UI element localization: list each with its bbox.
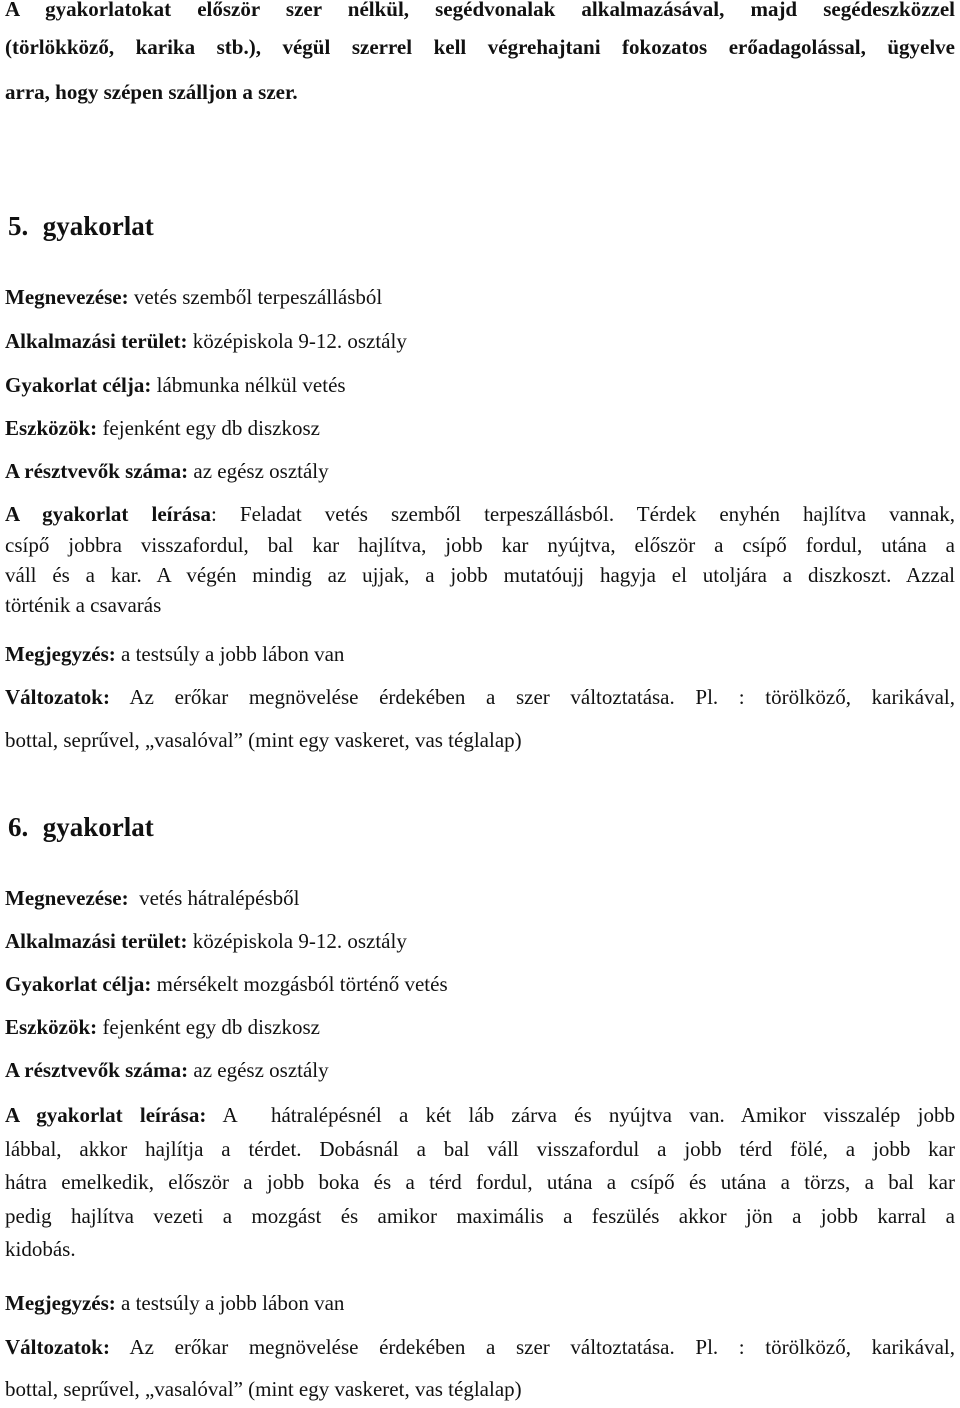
- description-line: történik a csavarás: [5, 593, 162, 617]
- field-value: mérsékelt mozgásból történő vetés: [151, 972, 448, 996]
- field-label: Eszközök:: [5, 1015, 98, 1039]
- description-line: váll és a kar. A végén mindig az ujjak, a jobb mutatóujj hagyja el utoljára a diszkoszt. Azzal: [5, 563, 955, 587]
- field-value: az egész osztály: [188, 459, 329, 483]
- field-label: Alkalmazási terület:: [5, 929, 188, 953]
- field-tools: [5, 416, 320, 441]
- field-participants: [5, 459, 329, 484]
- field-value: Az erőkar megnövelése érdekében a szer változtatása. Pl. : törölköző, karikával,: [109, 1335, 955, 1359]
- field-label: Megjegyzés:: [5, 1291, 116, 1315]
- field-value: A hátralépésnél a két láb zárva és nyújtva van. Amikor visszalép jobb: [206, 1103, 955, 1127]
- field-participants: [5, 1058, 329, 1083]
- field-variants: [5, 1335, 955, 1360]
- description-line: kidobás.: [5, 1237, 76, 1261]
- variants-line: bottal, seprűvel, „vasalóval” (mint egy vaskeret, vas téglalap): [5, 728, 522, 752]
- heading-number: 5.: [8, 211, 29, 241]
- exercise-5-heading: [8, 211, 154, 242]
- field-area: [5, 929, 407, 954]
- field-label: A gyakorlat leírása:: [5, 1103, 207, 1127]
- field-goal: [5, 373, 346, 398]
- field-description: [5, 1103, 955, 1128]
- field-note: [5, 1291, 344, 1316]
- field-label: Gyakorlat célja:: [5, 972, 152, 996]
- field-tools: [5, 1015, 320, 1040]
- field-note: [5, 642, 344, 667]
- field-label: Megnevezése:: [5, 886, 129, 910]
- intro-line: arra, hogy szépen szálljon a szer.: [5, 80, 298, 104]
- exercise-6-heading: [8, 812, 154, 843]
- field-value: a testsúly a jobb lábon van: [115, 1291, 345, 1315]
- field-label: Eszközök:: [5, 416, 98, 440]
- field-area: [5, 329, 407, 354]
- field-value: vetés hátralépésből: [128, 886, 300, 910]
- intro-line: A gyakorlatokat először szer nélkül, segédvonalak alkalmazásával, majd segédeszközzel: [5, 0, 955, 21]
- field-value: fejenként egy db diszkosz: [97, 1015, 320, 1039]
- description-line: csípő jobbra visszafordul, bal kar hajlítva, jobb kar nyújtva, először a csípő fordul, utána a: [5, 533, 955, 557]
- field-value: vetés szemből terpeszállásból: [128, 285, 383, 309]
- field-label: Változatok:: [5, 685, 110, 709]
- field-variants: [5, 685, 955, 710]
- heading-title: gyakorlat: [42, 812, 154, 842]
- field-label: Változatok:: [5, 1335, 110, 1359]
- field-label: A résztvevők száma:: [5, 459, 189, 483]
- field-label: Megnevezése:: [5, 285, 129, 309]
- field-goal: [5, 972, 448, 997]
- intro-line: (törlökköző, karika stb.), végül szerrel kell végrehajtani fokozatos erőadagolással, ügyelve: [5, 35, 955, 59]
- field-value: középiskola 9-12. osztály: [187, 329, 407, 353]
- field-label: Megjegyzés:: [5, 642, 116, 666]
- heading-number: 6.: [8, 812, 29, 842]
- field-label: A résztvevők száma:: [5, 1058, 189, 1082]
- field-value: : Feladat vetés szemből terpeszállásból. Térdek enyhén hajlítva vannak,: [210, 502, 955, 526]
- field-value: fejenként egy db diszkosz: [97, 416, 320, 440]
- field-label: A gyakorlat leírása: [5, 502, 211, 526]
- description-line: hátra emelkedik, először a jobb boka és a térd fordul, utána a csípő és utána a törzs, a bal kar: [5, 1170, 955, 1194]
- field-name: [5, 886, 299, 911]
- field-value: Az erőkar megnövelése érdekében a szer változtatása. Pl. : törölköző, karikával,: [109, 685, 955, 709]
- heading-title: gyakorlat: [42, 211, 154, 241]
- field-value: lábmunka nélkül vetés: [151, 373, 346, 397]
- description-line: pedig hajlítva vezeti a mozgást és amikor maximális a feszülés akkor jön a jobb karral a: [5, 1204, 955, 1228]
- field-value: a testsúly a jobb lábon van: [115, 642, 345, 666]
- field-description: [5, 502, 955, 527]
- field-value: középiskola 9-12. osztály: [187, 929, 407, 953]
- variants-line: bottal, seprűvel, „vasalóval” (mint egy vaskeret, vas téglalap): [5, 1377, 522, 1401]
- description-line: lábbal, akkor hajlítja a térdet. Dobásnál a bal váll visszafordul a jobb térd fölé, a jobb kar: [5, 1137, 955, 1161]
- field-label: Gyakorlat célja:: [5, 373, 152, 397]
- field-value: az egész osztály: [188, 1058, 329, 1082]
- field-name: [5, 285, 382, 310]
- field-label: Alkalmazási terület:: [5, 329, 188, 353]
